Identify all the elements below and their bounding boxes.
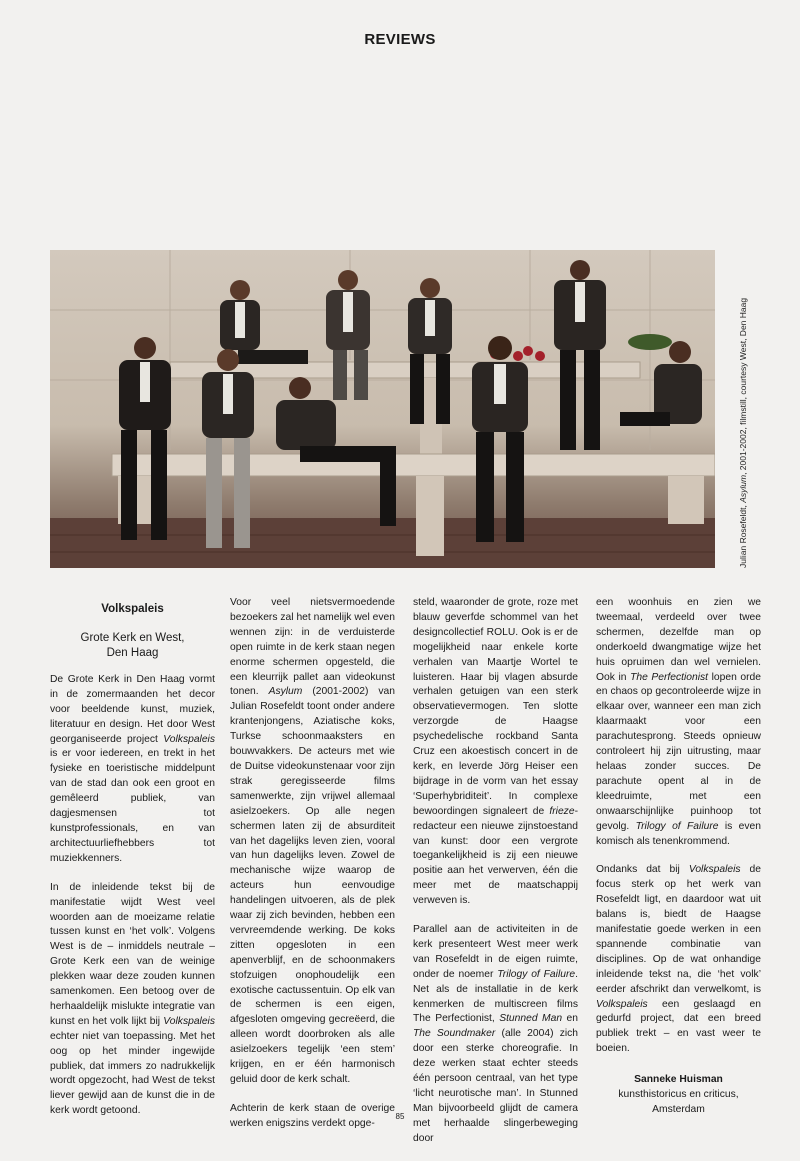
paragraph-4: Achterin de kerk staan de overige werken enigszins verdekt opge- <box>230 1102 395 1129</box>
paragraph-6: Parallel aan de activiteiten in de kerk presenteert West meer werk van Rosefeldt in de eigen ruimte, onder de noemer Trilogy of Failure. Net als de installatie in de kerk kenmerken de multiscreen films The Perfectionist, Stunned Man en The Soundmaker (alle 2004) zich door een sterke choreografie. In deze werken staat echter steeds één persoon centraal, van het type ‘licht neurotische man’. In Stunned Man bijvoorbeeld glijdt de camera met herhaalde slingerbeweging door <box>413 924 578 1144</box>
photo-credit-text: Julian Rosefeldt, Asylum, 2001-2002, filmstill, courtesy West, Den Haag <box>738 297 748 568</box>
photo-credit-caption <box>738 248 748 568</box>
paragraph-7: een woonhuis en zien we tweemaal, verdeeld over twee schermen, dezelfde man op onderkoeld dwangmatige wijze het huis opruimen dan wel vernielen. Ook in The Perfectionist lopen orde en chaos op gecontroleerde wijze in elkaar over, wanneer een man zich klaarmaakt voor een parachutesprong. Steeds opnieuw controleert hij zijn uitrusting, maar helaas zonder succes. De parachute opent al in de kleedruimte, met een onwaarschijnlijke puinhoop tot gevolg. Trilogy of Failure is even komisch als tenenkrommend. <box>596 597 762 847</box>
article-subtitle <box>50 631 215 661</box>
subtitle-line-2: Den Haag <box>106 646 159 659</box>
author-city: Amsterdam <box>652 1104 705 1115</box>
author-name: Sanneke Huisman <box>634 1074 723 1086</box>
paragraph-5: steld, waaronder de grote, roze met blauw geverfde schommel van het designcollectief ROLU. Ook is er de mogelijkheid naar enkele korte verhalen van Maartje Wortel te luisteren. Haar bij vlagen absurde verhalen getuigen van een sterk observatievermogen. Ten slotte verzorgde de Haagse psychedelische rockband Santa Cruz een akoestisch concert in de kerk, en leverde Jörg Heiser een bijdrage in de vorm van het essay ‘Superhybriditeit’. In complexe bewoordingen signaleert de frieze-redacteur een nieuwe zijnstoestand van kunst: door een vergrote toegankelijkheid is zij een nieuwe positie aan het verwerven, één die meer met de maatschappij verweven is. <box>413 597 578 907</box>
article-title: Volkspaleis <box>101 603 164 615</box>
paragraph-8: Ondanks dat bij Volkspaleis de focus sterk op het werk van Rosefeldt ligt, en daardoor wat uit balans is, biedt de Haagse manifestatie goede werken in een spannende combinatie van disciplines. Op de wat onhandige inleidende tekst na, die ‘het volk’ eerder afschrikt dan verwelkomt, is Volkspaleis een geslaagd en gedurfd project, dat een breed publiek trekt – en vast weer te boeien. <box>596 864 761 1055</box>
article-column-1 <box>50 598 215 1133</box>
asylum-photo-illustration <box>50 250 715 568</box>
article-column-2 <box>230 596 395 1146</box>
paragraph-2: In de inleidende tekst bij de manifestatie wijdt West veel woorden aan de moeizame relatie tussen kunst en ‘het volk’. Volgens West is de – inmiddels neutrale – Grote Kerk een van de weinige plekken waar deze zouden kunnen samenkomen. Een betoog over de herhaaldelijk mislukte integratie van kunst en het volk lijkt bij Volkspaleis echter niet van toepassing. Met het oog op het minder ingewijde publiek, dat immers zo nadrukkelijk wordt opgezocht, had West de tekst liever gewijd aan de kunst die in de kerk wordt getoond. <box>50 881 215 1117</box>
article-column-4 <box>596 596 761 1118</box>
article-column-3 <box>413 596 578 1161</box>
page-number: 85 <box>395 1112 405 1121</box>
section-header: REVIEWS <box>364 31 436 48</box>
subtitle-line-1: Grote Kerk en West, <box>80 631 185 644</box>
author-role: kunsthistoricus en criticus, <box>618 1089 739 1101</box>
film-still-photo <box>50 250 715 568</box>
paragraph-1: De Grote Kerk in Den Haag vormt in de zomermaanden het decor voor beeldende kunst, muziek, literatuur en design. Het door West georganiseerde project Volkspaleis is er voor iedereen, en trekt in het fysieke en toeristische middelpunt van de stad dan ook een groot en gemêleerd publiek, van dagjesmensen tot kunstprofessionals, en van architectuurliefhebbers tot muziekkenners. <box>50 673 215 864</box>
paragraph-3: Voor veel nietsvermoedende bezoekers zal het namelijk wel even wennen zijn: in de verduisterde open ruimte in de kerk staan negen enorme schermen opgesteld, die een kleurrijk pallet aan videokunst tonen. Asylum (2001-2002) van Julian Rosefeldt toont onder andere krantenjongens, Aziatische koks, Turkse schoonmaaksters en bouwvakkers. De acteurs met wie de Duitse videokunstenaar voor zijn strak geregisseerde films samenwerkte, zijn vrijwel allemaal asielzoekers. Op alle negen schermen laten zij de absurditeit van het dagelijks leven zien, vooral van hun dagelijks leven. Zowel de mechanische wijze waarop de acteurs hun eenvoudige handelingen uitvoeren, als de plek waar zij zich bevinden, hebben een vervreemdende werking. De koks zitten opgesloten in een apenverblijf, en de schoonmakers stofzuigen onophoudelijk een exotische cactussentuin. Op elk van de schermen is een eigen, afgesloten omgeving gecreëerd, die alleen wordt doorbroken als alle asielzoekers tegelijk ‘een stem’ krijgen, en er één harmonisch geluid door de kerk schalt. <box>230 597 395 1085</box>
